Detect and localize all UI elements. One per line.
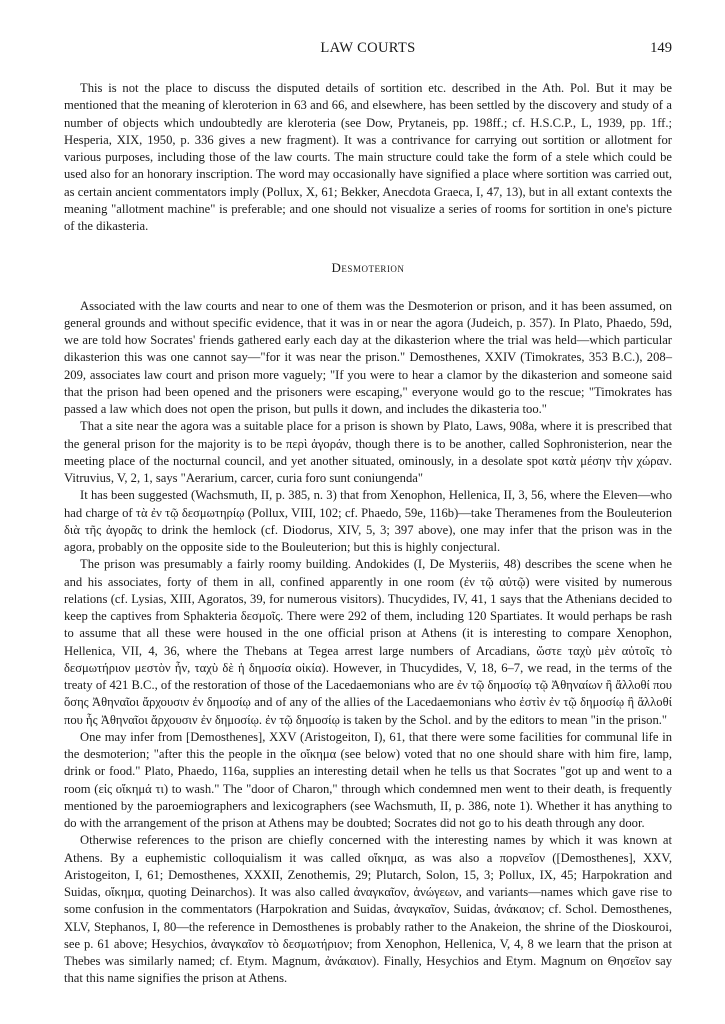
body-paragraph: The prison was presumably a fairly roomy building. Andokides (I, De Mysteriis, 48) describes the scene when he and his associates, forty of them in all, confined apparently in one room (ἐν τῷ αὐτῷ) were visited by numerous relations (cf. Lysias, XIII, Agoratos, 39, for numerous visitors). Thucydides, IV, 41, 1 says that the Athenians decided to keep the captives from Sphakteria δεσμοῖς. There were 292 of them, including 120 Spartiates. It would perhaps be rash to assume that all these were housed in the one official prison at Athens (it is interesting to compare Xenophon, Hellenica, VII, 4, 36, where the Thebans at Tegea arrest large numbers of Arcadians, ὥστε ταχὺ μὲν αὐτοῖς τὸ δεσμωτήριον μεστὸν ἦν, ταχὺ δὲ ἡ δημοσία οἰκία). However, in Thucydides, V, 18, 6–7, we read, in the terms of the treaty of 421 B.C., of the restoration of those of the Lacedaemonians who are ἐν τῷ δημοσίῳ τῷ Ἀθηναίων ἢ ἄλλοθί που ὅσης Ἀθηναῖοι ἄρχουσιν ἐν δημοσίῳ and of any of the allies of the Lacedaemonians who ἐστὶν ἐν τῷ δημοσίῳ ἢ ἄλλοθί που ἧς Ἀθηναῖοι ἄρχουσιν ἐν δημοσίῳ. ἐν τῷ δημοσίῳ is taken by the Schol. and by the editors to mean "in the prison." [64,557,672,727]
body-paragraph: One may infer from [Demosthenes], XXV (Aristogeiton, I), 61, that there were some facilities for communal life in the desmoterion; "after this the people in the οἴκημα (see below) voted that no one should share with him fire, lamp, drink or food." Plato, Phaedo, 116a, supplies an interesting detail when he tells us that Socrates "got up and went to a room (εἰς οἴκημά τι) to wash." The "door of Charon," through which condemned men went to their death, is frequently mentioned by the paroemiographers and lexicographers (see Wachsmuth, II, p. 386, note 1). Whether it has anything to do with the arrangement of the prison at Athens may be doubted; Socrates did not go to his death through any door. [64,729,672,830]
intro-paragraph: This is not the place to discuss the disputed details of sortition etc. described in the Ath. Pol. But it may be mentioned that the meaning of kleroterion in 63 and 66, and elsewhere, has been settled by the discovery and study of a number of objects which undoubtedly are kleroteria (see Dow, Prytaneis, pp. 198ff.; cf. H.S.C.P., L, 1939, pp. 1ff.; Hesperia, XIX, 1950, p. 336 gives a new fragment). It was a contrivance for carrying out sortition or allotment for various purposes, including those of the law courts. The main structure could take the form of a stele which could be used also for an honorary inscription. The word may occasionally have signified a place where sortition was carried out, as certain ancient commentators imply (Pollux, X, 61; Bekker, Anecdota Graeca, I, 47, 13), but in all extant contexts the meaning "allotment machine" is preferable; and one should not visualize a series of rooms for sortition in one's picture of the dikasteria. [64,81,672,233]
page-number: 149 [650,40,672,56]
body-paragraph: Associated with the law courts and near to one of them was the Desmoterion or prison, and it has been assumed, on general grounds and without specific evidence, that it was in or near the agora (Judeich, p. 357). In Plato, Phaedo, 59d, we are told how Socrates' friends gathered early each day at the dikasterion where the trial was held—which particular dikasterion this was one cannot say—"for it was near the prison." Demosthenes, XXIV (Timokrates, 353 B.C.), 208–209, associates law court and prison more vaguely; "If you were to hear a clamor by the dikasterion and someone said that the prison had been opened and the prisoners were escaping," everyone would go to the rescue; "Timokrates has passed a law which does not open the prison, but pulls it down, and includes the dikasteria too." [64,298,672,416]
page [64,40,672,1000]
body-paragraph: Otherwise references to the prison are chiefly concerned with the interesting names by which it was known at Athens. By a euphemistic colloquialism it was called οἴκημα, as was also a πορνεῖον ([Demosthenes], XXV, Aristogeiton, I, 61; Demosthenes, XXXII, Zenothemis, 29; Plutarch, Solon, 15, 3; Pollux, IX, 45; Harpokration and Suidas, οἴκημα, quoting Deinarchos). It was also called ἀναγκαῖον, ἀνώγεων, and variants—names which gave rise to some confusion in the commentators (Harpokration and Suidas, ἀναγκαῖον, Suidas, ἀνάκαιον; cf. Schol. Demosthenes, XLV, Stephanos, I, 80—the reference in Demosthenes is probably rather to the Anakeion, the shrine of the Dioskouroi, see p. 61 above; Hesychios, ἀναγκαῖον τὸ δεσμωτήριον; from Xenophon, Hellenica, V, 4, 8 we learn that the prison at Thebes was similarly named; cf. Etym. Magnum, ἀνάκαιον). Finally, Hesychios and Etym. Magnum on Θησεῖον say that this name signifies the prison at Athens. [64,833,672,986]
running-title: LAW COURTS [320,40,416,56]
page-header [64,40,672,62]
body-paragraph: That a site near the agora was a suitable place for a prison is shown by Plato, Laws, 908a, where it is prescribed that the general prison for the majority is to be περὶ ἀγοράν, though there is to be another, called Sophronisterion, near the meeting place of the nocturnal council, and yet another situated, ominously, in a desolate spot κατὰ μέσην τὴν χώραν. Vitruvius, V, 2, 1, says "Aerarium, carcer, curia foro sunt coniungenda" [64,419,672,485]
body-paragraph: It has been suggested (Wachsmuth, II, p. 385, n. 3) that from Xenophon, Hellenica, II, 3, 56, where the Eleven—who had charge of τὰ ἐν τῷ δεσμωτηρίῳ (Pollux, VIII, 102; cf. Phaedo, 59e, 116b)—take Theramenes from the Bouleuterion διὰ τῆς ἀγορᾶς to drink the hemlock (cf. Diodorus, XIV, 5, 3; 397 above), one may infer that the prison was in the agora, probably on the opposite side to the Bouleuterion; but this is highly conjectural. [64,488,672,554]
section-heading: Desmoterion [331,260,405,276]
